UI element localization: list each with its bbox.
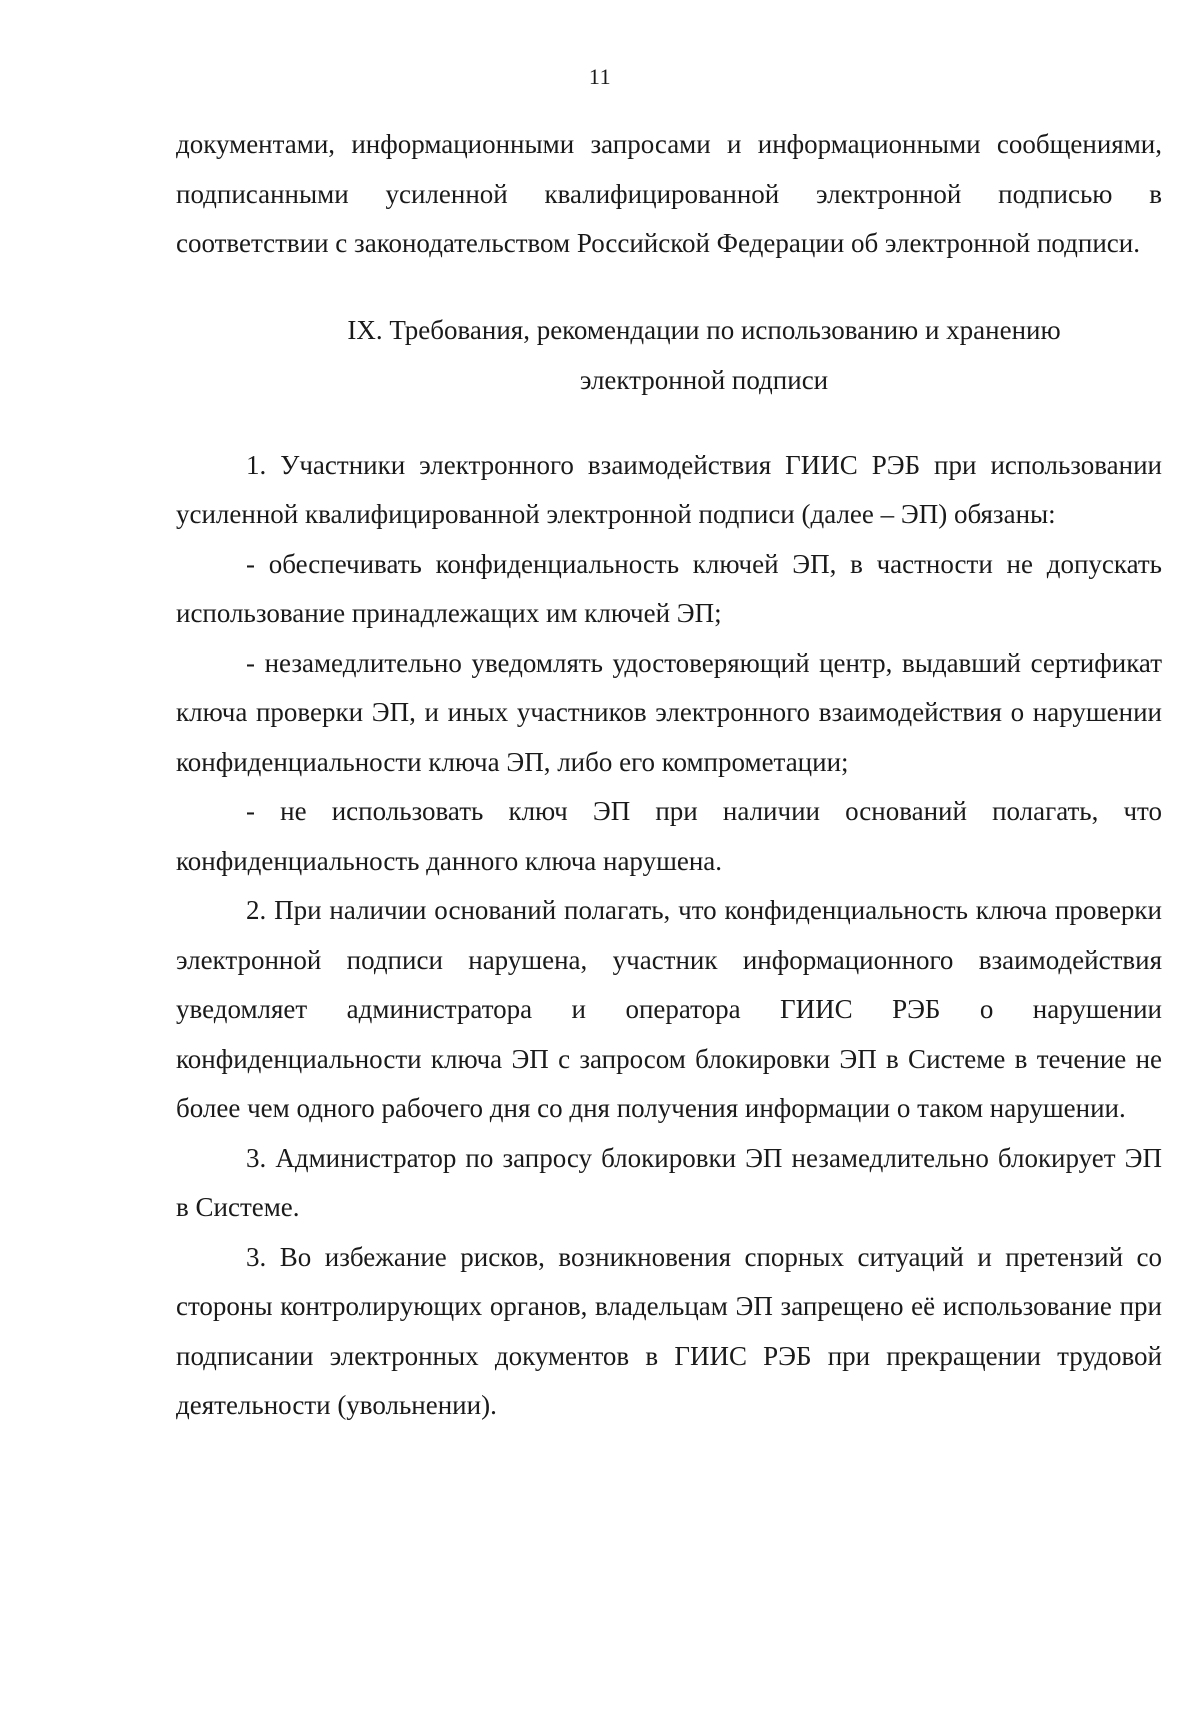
- paragraph-bullet-2: - незамедлительно уведомлять удостоверяющий центр, выдавший сертификат ключа проверки ЭП, и иных участников электронного взаимодействия о нарушении конфиденциальности ключа ЭП, либо его компрометации;: [176, 647, 1162, 777]
- paragraph-item-3: 3. Администратор по запросу блокировки ЭП незамедлительно блокирует ЭП в Системе.: [176, 1142, 1162, 1222]
- paragraph-bullet-3: - не использовать ключ ЭП при наличии оснований полагать, что конфиденциальность данного ключа нарушена.: [176, 796, 1162, 876]
- section-heading-line-2: электронной подписи: [579, 364, 829, 395]
- paragraph-item-3b: 3. Во избежание рисков, возникновения спорных ситуаций и претензий со стороны контролирующих органов, владельцам ЭП запрещено её использование при подписании электронных документов в ГИИС РЭБ при прекращении трудовой деятельности (увольнении).: [176, 1241, 1162, 1420]
- document-body: [176, 120, 1162, 1431]
- paragraph-bullet-1: - обеспечивать конфиденциальность ключей ЭП, в частности не допускать использование принадлежащих им ключей ЭП;: [176, 548, 1162, 628]
- paragraph-item-1: 1. Участники электронного взаимодействия ГИИС РЭБ при использовании усиленной квалифицированной электронной подписи (далее – ЭП) обязаны:: [176, 449, 1162, 529]
- page-number: 11: [588, 64, 612, 89]
- section-heading-line-1: IX. Требования, рекомендации по использованию и хранению: [347, 314, 1061, 345]
- paragraph-continuation: документами, информационными запросами и информационными сообщениями, подписанными усиленной квалифицированной электронной подписью в соответствии с законодательством Российской Федерации об электронной подписи.: [176, 129, 1162, 258]
- section-heading: [176, 305, 1162, 405]
- paragraph-item-2: 2. При наличии оснований полагать, что конфиденциальность ключа проверки электронной подписи нарушена, участник информационного взаимодействия уведомляет администратора и оператора ГИИС РЭБ о нарушении конфиденциальности ключа ЭП с запросом блокировки ЭП в Системе в течение не более чем одного рабочего дня со дня получения информации о таком нарушении.: [176, 895, 1162, 1123]
